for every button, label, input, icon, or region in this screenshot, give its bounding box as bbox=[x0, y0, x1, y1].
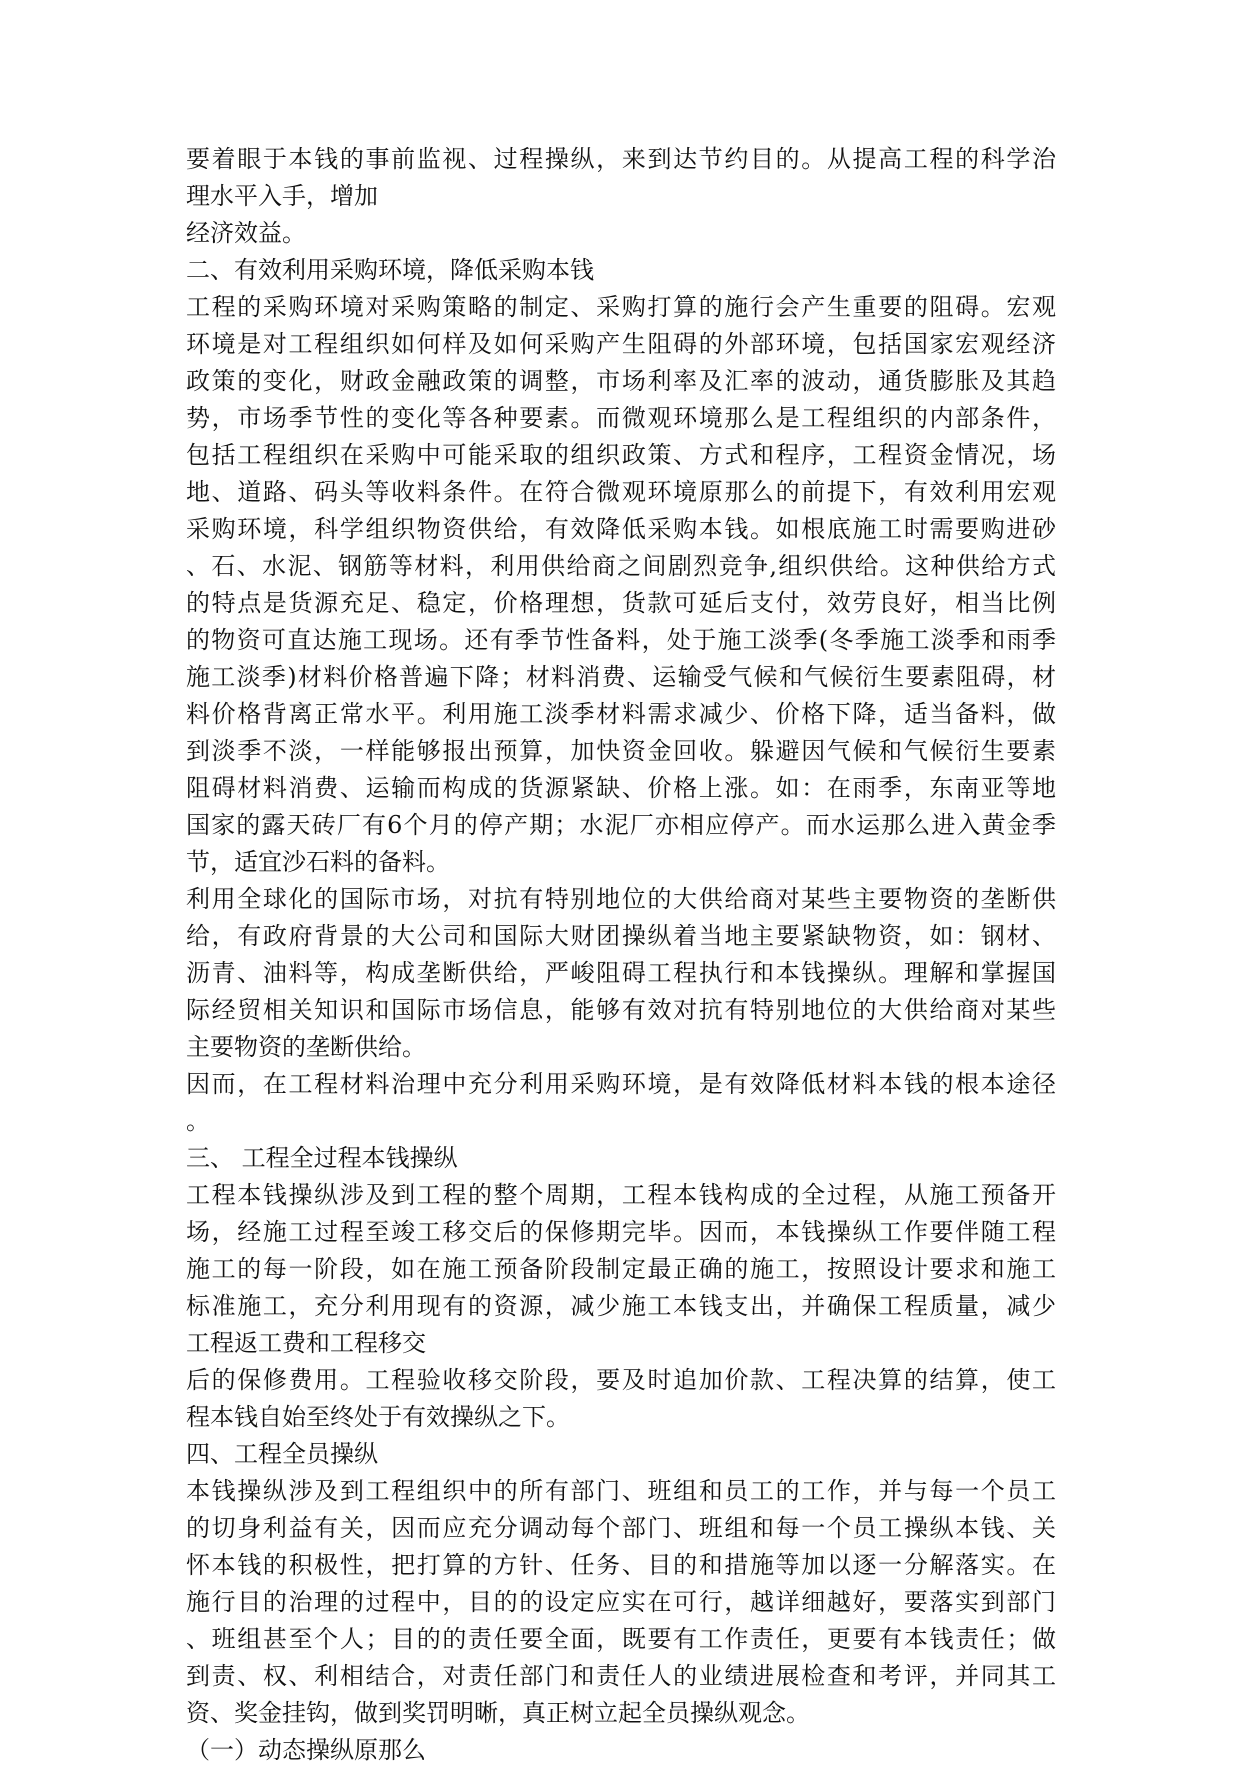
text-line: 沥青、油料等，构成垄断供给，严峻阻碍工程执行和本钱操纵。理解和掌握国 bbox=[186, 959, 1056, 987]
text-line: 要着眼于本钱的事前监视、过程操纵，来到达节约目的。从提高工程的科学治 bbox=[186, 145, 1056, 173]
section-heading: 四、工程全员操纵 bbox=[186, 1440, 378, 1468]
text-line: 施工的每一阶段，如在施工预备阶段制定最正确的施工，按照设计要求和施工 bbox=[186, 1255, 1056, 1283]
text-line: 地、道路、码头等收料条件。在符合微观环境原那么的前提下，有效利用宏观 bbox=[186, 478, 1056, 506]
text-line: 经济效益。 bbox=[186, 219, 306, 247]
text-line: 采购环境，科学组织物资供给，有效降低采购本钱。如根底施工时需要购进砂 bbox=[186, 515, 1056, 543]
text-line: 国家的露天砖厂有6个月的停产期；水泥厂亦相应停产。而水运那么进入黄金季 bbox=[186, 811, 1056, 839]
text-line: 料价格背离正常水平。利用施工淡季材料需求减少、价格下降，适当备料，做 bbox=[186, 700, 1056, 728]
text-line: 政策的变化，财政金融政策的调整，市场利率及汇率的波动，通货膨胀及其趋 bbox=[186, 367, 1056, 395]
text-line: 后的保修费用。工程验收移交阶段，要及时追加价款、工程决算的结算，使工 bbox=[186, 1366, 1056, 1394]
text-line: 主要物资的垄断供给。 bbox=[186, 1033, 426, 1061]
text-line: 资、奖金挂钩，做到奖罚明晰，真正树立起全员操纵观念。 bbox=[186, 1699, 810, 1727]
subsection-heading: （一）动态操纵原那么 bbox=[186, 1736, 426, 1764]
section-heading: 二、有效利用采购环境，降低采购本钱 bbox=[186, 256, 594, 284]
text-line: 的物资可直达施工现场。还有季节性备料，处于施工淡季(冬季施工淡季和雨季 bbox=[186, 626, 1056, 654]
text-line: 因而，在工程材料治理中充分利用采购环境，是有效降低材料本钱的根本途径 bbox=[186, 1070, 1056, 1098]
text-line: 工程返工费和工程移交 bbox=[186, 1329, 426, 1357]
text-line: 阻碍材料消费、运输而构成的货源紧缺、价格上涨。如：在雨季，东南亚等地 bbox=[186, 774, 1056, 802]
text-line: 理水平入手，增加 bbox=[186, 182, 378, 210]
section-heading: 三、 工程全过程本钱操纵 bbox=[186, 1144, 458, 1172]
text-line: 、石、水泥、钢筋等材料，利用供给商之间剧烈竞争,组织供给。这种供给方式 bbox=[186, 552, 1056, 580]
text-line: 到责、权、利相结合，对责任部门和责任人的业绩进展检查和考评，并同其工 bbox=[186, 1662, 1056, 1690]
text-line: 、班组甚至个人；目的的责任要全面，既要有工作责任，更要有本钱责任；做 bbox=[186, 1625, 1056, 1653]
text-line: 的特点是货源充足、稳定，价格理想，货款可延后支付，效劳良好，相当比例 bbox=[186, 589, 1056, 617]
text-line: 本钱操纵涉及到工程组织中的所有部门、班组和员工的工作，并与每一个员工 bbox=[186, 1477, 1056, 1505]
text-line: 到淡季不淡，一样能够报出预算，加快资金回收。躲避因气候和气候衍生要素 bbox=[186, 737, 1056, 765]
text-line: 势，市场季节性的变化等各种要素。而微观环境那么是工程组织的内部条件， bbox=[186, 404, 1056, 432]
text-line: 施工淡季)材料价格普遍下降；材料消费、运输受气候和气候衍生要素阻碍，材 bbox=[186, 663, 1056, 691]
text-line: 怀本钱的积极性，把打算的方针、任务、目的和措施等加以逐一分解落实。在 bbox=[186, 1551, 1056, 1579]
text-line: 。 bbox=[186, 1107, 210, 1135]
document-body bbox=[186, 141, 1056, 1769]
text-line: 际经贸相关知识和国际市场信息，能够有效对抗有特别地位的大供给商对某些 bbox=[186, 996, 1056, 1024]
text-line: 程本钱自始至终处于有效操纵之下。 bbox=[186, 1403, 570, 1431]
text-line: 标准施工，充分利用现有的资源，减少施工本钱支出，并确保工程质量，减少 bbox=[186, 1292, 1056, 1320]
text-line: 工程本钱操纵涉及到工程的整个周期，工程本钱构成的全过程，从施工预备开 bbox=[186, 1181, 1056, 1209]
text-line: 利用全球化的国际市场，对抗有特别地位的大供给商对某些主要物资的垄断供 bbox=[186, 885, 1056, 913]
text-line: 工程的采购环境对采购策略的制定、采购打算的施行会产生重要的阻碍。宏观 bbox=[186, 293, 1056, 321]
text-line: 节，适宜沙石料的备料。 bbox=[186, 848, 450, 876]
text-line: 环境是对工程组织如何样及如何采购产生阻碍的外部环境，包括国家宏观经济 bbox=[186, 330, 1056, 358]
text-line: 施行目的治理的过程中，目的的设定应实在可行，越详细越好，要落实到部门 bbox=[186, 1588, 1056, 1616]
text-line: 给，有政府背景的大公司和国际大财团操纵着当地主要紧缺物资，如：钢材、 bbox=[186, 922, 1056, 950]
text-line: 场，经施工过程至竣工移交后的保修期完毕。因而，本钱操纵工作要伴随工程 bbox=[186, 1218, 1056, 1246]
text-line: 的切身利益有关，因而应充分调动每个部门、班组和每一个员工操纵本钱、关 bbox=[186, 1514, 1056, 1542]
text-line: 包括工程组织在采购中可能采取的组织政策、方式和程序，工程资金情况，场 bbox=[186, 441, 1056, 469]
